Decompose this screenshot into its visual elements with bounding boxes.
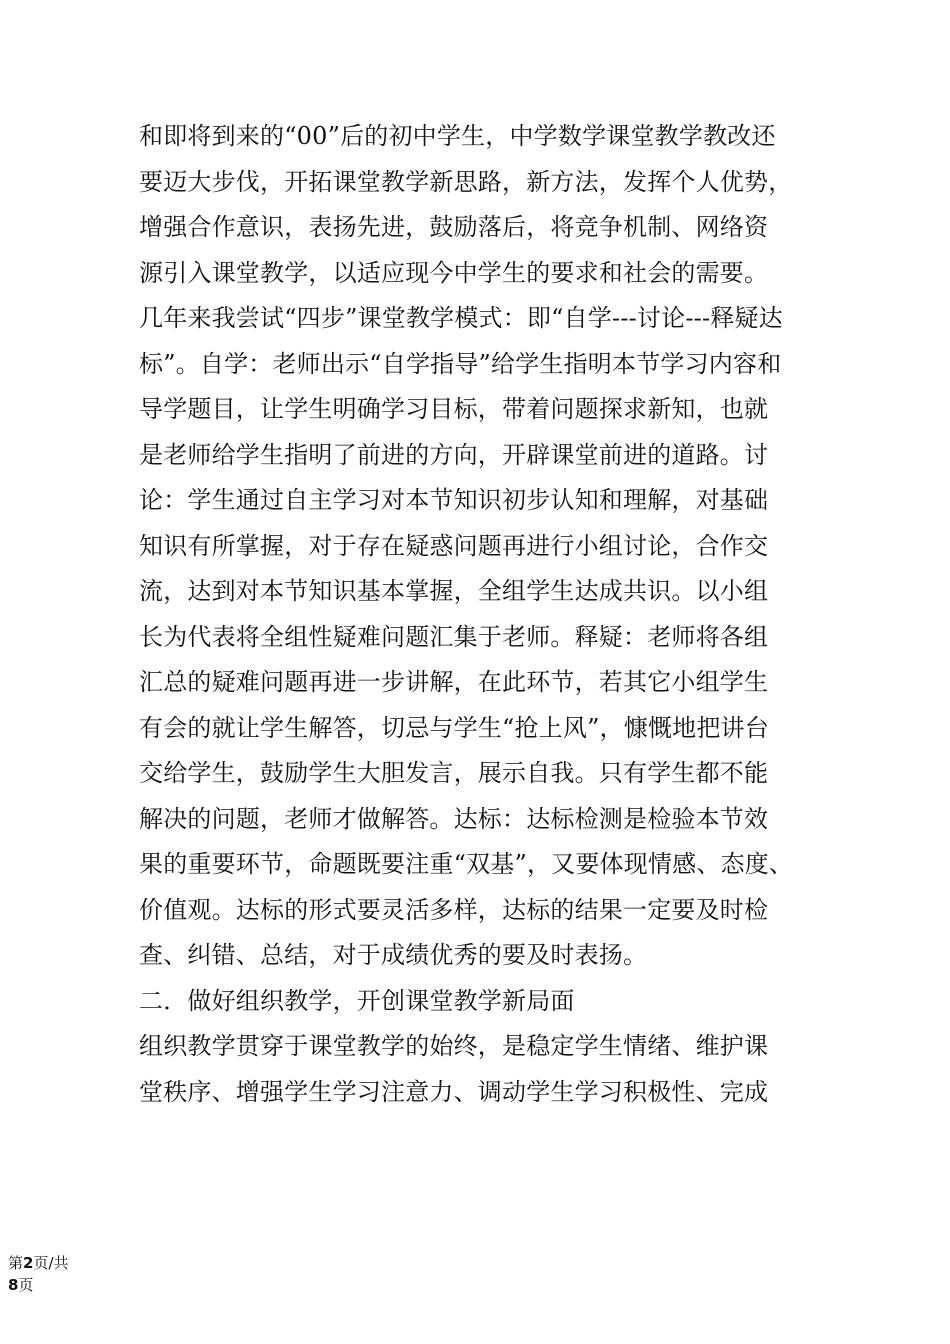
- page-suffix: 页: [18, 1276, 34, 1294]
- text-line: 汇总的疑难问题再进一步讲解，在此环节，若其它小组学生: [139, 668, 769, 696]
- text-line: 查、纠错、总结，对于成绩优秀的要及时表扬。: [139, 941, 648, 969]
- page-number-footer: [8, 1252, 69, 1296]
- page-number-line-1: [8, 1252, 69, 1274]
- text-line: 长为代表将全组性疑难问题汇集于老师。释疑：老师将各组: [139, 622, 769, 651]
- text-line: 流，达到对本节知识基本掌握，全组学生达成共识。以小组: [139, 577, 769, 605]
- section-heading: 二．做好组织教学，开创课堂教学新局面: [139, 986, 575, 1015]
- text-line: 几年来我尝试“四步”课堂教学模式：即“自学---讨论---释疑达: [139, 304, 783, 332]
- text-line: 有会的就让学生解答，切忌与学生“抢上风”，慷慨地把讲台: [139, 713, 769, 742]
- body-text: [139, 114, 844, 1115]
- text-line: 交给学生，鼓励学生大胆发言，展示自我。只有学生都不能: [139, 759, 769, 787]
- text-line: 和即将到来的“00”后的初中学生，中学数学课堂教学教改还: [139, 122, 776, 150]
- page-prefix: 第: [8, 1254, 24, 1272]
- text-line: 解决的问题，老师才做解答。达标：达标检测是检验本节效: [139, 804, 769, 833]
- total-page-number: 8: [8, 1276, 19, 1294]
- text-line: 组织教学贯穿于课堂教学的始终，是稳定学生情绪、维护课: [139, 1032, 769, 1060]
- text-line: 是老师给学生指明了前进的方向，开辟课堂前进的道路。讨: [139, 440, 769, 469]
- page-mid: 页/共: [33, 1254, 69, 1272]
- text-line: 堂秩序、增强学生学习注意力、调动学生学习积极性、完成: [139, 1077, 769, 1106]
- text-line: 增强合作意识，表扬先进，鼓励落后，将竞争机制、网络资: [139, 213, 769, 241]
- text-line: 知识有所掌握，对于存在疑惑问题再进行小组讨论，合作交: [139, 531, 769, 560]
- text-line: 要迈大步伐，开拓课堂教学新思路，新方法，发挥个人优势，: [139, 167, 793, 196]
- text-line: 果的重要环节，命题既要注重“双基”，又要体现情感、态度、: [139, 850, 794, 878]
- text-line: 价值观。达标的形式要灵活多样，达标的结果一定要及时检: [139, 895, 769, 924]
- page-number-line-2: [8, 1274, 69, 1296]
- text-line: 导学题目，让学生明确学习目标，带着问题探求新知，也就: [139, 395, 769, 423]
- text-line: 源引入课堂教学，以适应现今中学生的要求和社会的需要。: [139, 258, 769, 287]
- text-line: 标”。自学：老师出示“自学指导”给学生指明本节学习内容和: [139, 349, 782, 378]
- text-line: 论：学生通过自主学习对本节知识初步认知和理解，对基础: [139, 486, 769, 514]
- current-page-number: 2: [23, 1254, 34, 1272]
